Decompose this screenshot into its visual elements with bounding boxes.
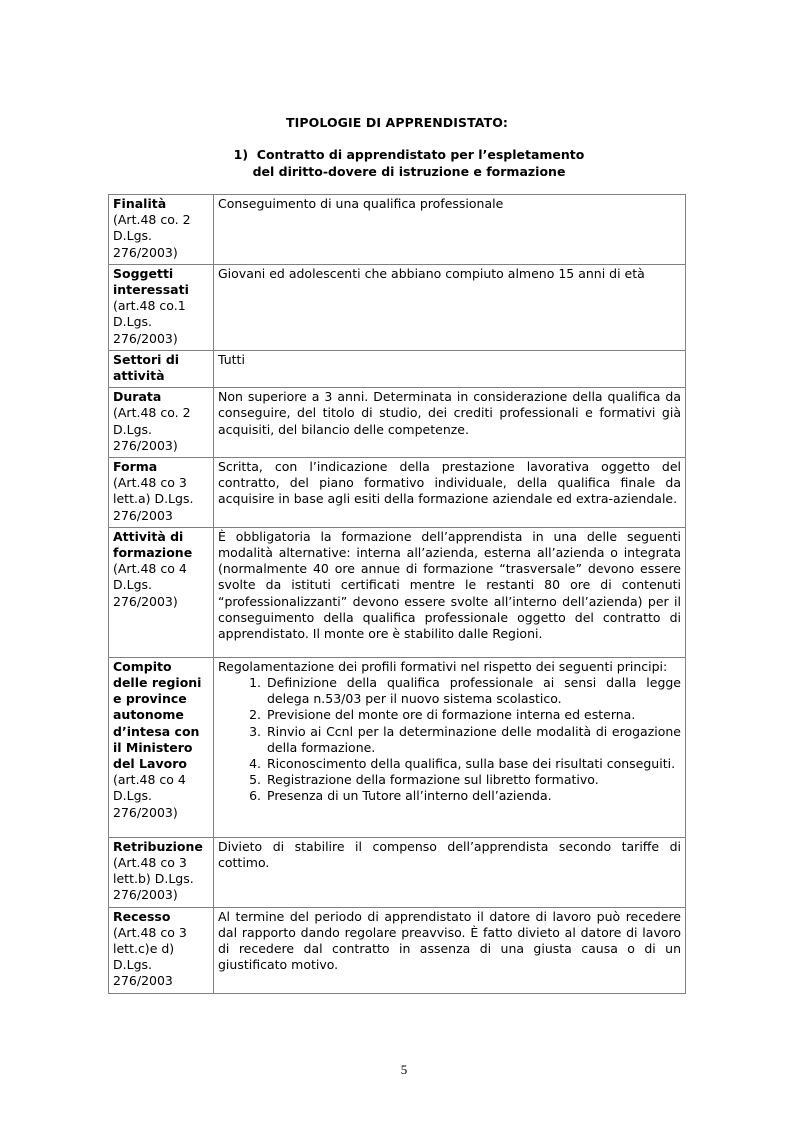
row-label-cell [109, 657, 214, 837]
row-label: Compito delle regioni e province autonome d’intesa con il Ministero del Lavoro [113, 658, 202, 772]
row-description: È obbligatoria la formazione dell’apprendista in una delle seguenti modalità alternative: interna all’azienda, esterna all’azienda o integrata (normalmente 40 ore annue di formazione “trasversale” devono essere svolte da istituti certificati mentre le restanti 80 ore di contenuti “professionalizzanti” devono essere svolte all’interno dell’azienda) per il conseguimento della qualifica professionale oggetto del contratto di apprendistato. Il monte ore è stabilito dalle Regioni. [214, 527, 686, 657]
row-label: Finalità [113, 196, 167, 211]
row-reference: (Art.48 co 4 D.Lgs. 276/2003) [113, 561, 187, 609]
row-label-cell [109, 458, 214, 528]
principles-list [218, 675, 681, 805]
table-row [109, 837, 686, 907]
row-reference: (Art.48 co. 2 D.Lgs. 276/2003) [113, 405, 191, 453]
page-number: 5 [400, 1062, 408, 1077]
row-description: Scritta, con l’indicazione della prestazione lavorativa oggetto del contratto, del piano formativo individuale, della qualifica finale da acquisire in base agli esiti della formazione aziendale ed extra-aziendale. [214, 458, 686, 528]
table-row [109, 350, 686, 387]
table-row [109, 657, 686, 837]
table-row [109, 195, 686, 265]
apprendistato-table [108, 194, 686, 994]
row-reference: (Art.48 co. 2 D.Lgs. 276/2003) [113, 212, 191, 260]
principles-intro: Regolamentazione dei profili formativi nel rispetto dei seguenti principi: [218, 658, 668, 674]
row-label-cell [109, 195, 214, 265]
list-item: 1. Definizione della qualifica professionale ai sensi dalla legge delega n.53/03 per il nuovo sistema scolastico. [265, 675, 681, 707]
row-label: Settori di attività [113, 351, 180, 384]
list-item: 3. Rinvio ai Ccnl per la determinazione delle modalità di erogazione della formazione. [265, 724, 681, 756]
row-label: Recesso [113, 908, 171, 924]
row-label: Durata [113, 389, 162, 405]
row-label-cell [109, 837, 214, 907]
row-description: Giovani ed adolescenti che abbiano compiuto almeno 15 anni di età [214, 264, 686, 350]
list-item: 5. Registrazione della formazione sul libretto formativo. [265, 772, 681, 788]
row-reference: (Art.48 co 3 lett.a) D.Lgs. 276/2003 [113, 475, 194, 523]
list-item: 4. Riconoscimento della qualifica, sulla base dei risultati conseguiti. [265, 756, 681, 772]
row-description: Conseguimento di una qualifica professionale [214, 195, 686, 265]
row-label: Attività di formazione [113, 528, 193, 561]
subtitle-line-2: del diritto-dovere di istruzione e formazione [252, 164, 566, 179]
row-description: Al termine del periodo di apprendistato il datore di lavoro può recedere dal rapporto dando regolare preavviso. È fatto divieto al datore di lavoro di recedere dal contratto in assenza di una giusta causa o di un giustificato motivo. [214, 907, 686, 993]
row-reference: (art.48 co 4 D.Lgs. 276/2003) [113, 772, 186, 820]
row-label: Soggetti interessati [113, 265, 189, 298]
row-label: Forma [113, 459, 158, 475]
row-description: Divieto di stabilire il compenso dell’apprendista secondo tariffe di cottimo. [214, 837, 686, 907]
list-item: 2. Previsione del monte ore di formazione interna ed esterna. [265, 707, 681, 723]
row-label-cell [109, 350, 214, 387]
row-description: Non superiore a 3 anni. Determinata in considerazione della qualifica da conseguire, del titolo di studio, dei crediti professionali e formativi già acquisiti, del bilancio delle competenze. [214, 388, 686, 458]
table-row [109, 264, 686, 350]
list-item: 6. Presenza di un Tutore all’interno dell’azienda. [265, 788, 681, 804]
row-label-cell [109, 907, 214, 993]
row-reference: (Art.48 co 3 lett.b) D.Lgs. 276/2003) [113, 855, 194, 903]
row-label: Retribuzione [113, 838, 203, 854]
subtitle-text-1: Contratto di apprendistato per l’espletamento [256, 147, 585, 162]
section-subtitle [0, 146, 794, 180]
row-reference: (art.48 co.1 D.Lgs. 276/2003) [113, 298, 186, 346]
row-label-cell [109, 388, 214, 458]
row-reference: (Art.48 co 3 lett.c)e d) D.Lgs. 276/2003 [113, 924, 187, 989]
row-description [214, 657, 686, 837]
table-row [109, 388, 686, 458]
row-label-cell [109, 264, 214, 350]
subtitle-number: 1) [233, 147, 249, 162]
table-row [109, 907, 686, 993]
subtitle-line-1 [0, 146, 794, 163]
table-row [109, 527, 686, 657]
row-description: Tutti [214, 350, 686, 387]
row-label-cell [109, 527, 214, 657]
table-row [109, 458, 686, 528]
page-title: TIPOLOGIE DI APPRENDISTATO: [285, 115, 509, 130]
